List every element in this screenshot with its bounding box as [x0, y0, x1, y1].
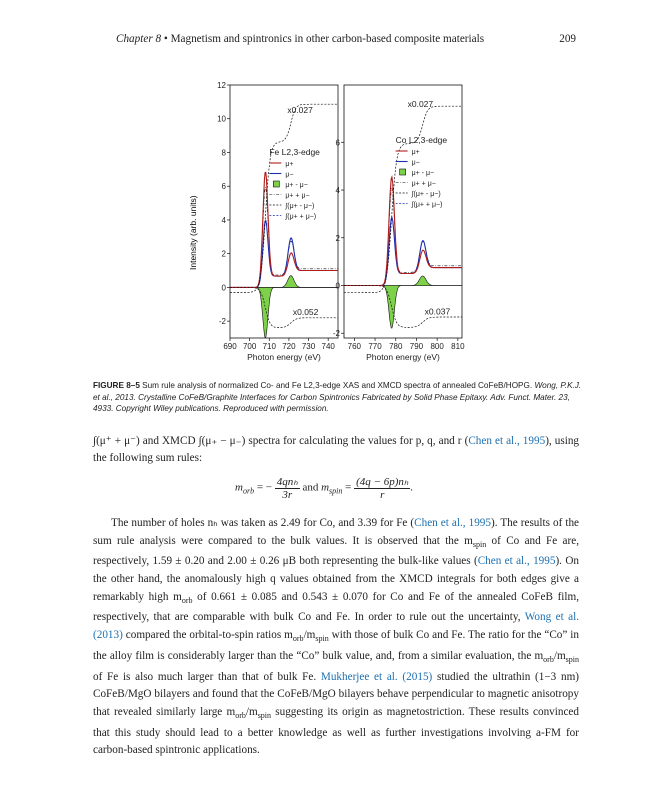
legend-label: μ+ + μ−	[285, 192, 310, 200]
y-tick-label: 10	[217, 114, 226, 124]
xmcd-difference-area	[344, 276, 462, 328]
mu-plus-curve	[344, 177, 462, 285]
eq-den2: r	[380, 489, 385, 501]
mu-minus-curve	[344, 217, 462, 285]
y-tick-label: 6	[221, 182, 226, 192]
citation-link[interactable]: Chen et al., 1995	[414, 517, 491, 529]
fe-panel	[217, 81, 338, 362]
x-tick-label: 730	[301, 342, 316, 351]
edge-label: Co L2,3-edge	[395, 135, 448, 145]
p2-sub: spin	[565, 655, 579, 665]
header-bullet: •	[163, 33, 168, 45]
legend-label: μ−	[411, 159, 420, 167]
caption-text: Sum rule analysis of normalized Co- and Fe L2,3-edge XAS and XMCD spectra of annealed CoFeB/HOPG.	[142, 381, 533, 390]
x-tick-label: 790	[409, 342, 424, 351]
sum-curve	[344, 188, 462, 285]
citation-link[interactable]: Wong et al. (2013)	[93, 611, 579, 642]
legend-label: μ+ - μ−	[285, 182, 308, 189]
p2-s6b: /m	[303, 629, 316, 642]
eq-m-spin: m	[321, 481, 330, 494]
figure-8-5	[190, 75, 470, 375]
citation-link[interactable]: Chen et al., 1995	[468, 435, 546, 447]
page-number: 209	[559, 33, 576, 45]
x-tick-label: 720	[282, 342, 296, 351]
plot-frame	[344, 85, 462, 338]
xmcd-difference-area	[230, 276, 338, 338]
p2-s9: studied the ultrathin (1−3 nm) CoFeB/MgO bilayers and found that the CoFeB/MgO bilayers behave perpendicular to magnetic anisotropy that revealed similarly large m	[93, 670, 579, 718]
paragraph-2	[93, 515, 579, 760]
x-axis-label: Photon energy (eV)	[247, 352, 321, 362]
mu-plus-curve	[230, 172, 338, 287]
p2-s9b: /m	[245, 705, 258, 718]
eq-sub-spin: spin	[329, 486, 343, 496]
p2-s2: ). The results of the sum rule analysis were compared to the bulk values. It is observed that the m	[93, 517, 580, 547]
mu-minus-curve	[230, 221, 338, 288]
legend-label: μ−	[285, 171, 294, 179]
para1-text-a: ∫(μ⁺ + μ⁻) and XMCD ∫(μ₊ − μ₋) spectra for calculating the values for p, q, and r (	[93, 435, 469, 447]
legend-label: ∫(μ+ + μ−)	[411, 201, 443, 209]
p2-s7: with those of bulk Co and Fe. The ratio for the “Co” in the alloy film is considerably larger than the “Co” bulk value, and, from a similar evaluation, the m	[93, 629, 579, 662]
x-tick-label: 800	[430, 342, 444, 351]
y-tick-label: 4	[335, 186, 340, 196]
caption-citation: Wong, P.K.J. et al., 2013. Crystalline CoFeB/Graphite Interfaces for Carbon Spintronics Fabricated by Solid Phase Epitaxy. Adv. Funct. Mater. 23, 4933. Copyright Wiley publications. Reproduced with permission.	[93, 381, 582, 413]
para1-text-b: ), using the following sum rules:	[93, 435, 579, 464]
p2-s7b: /m	[553, 649, 566, 662]
integral-sum-curve	[230, 104, 338, 292]
eq-m-orb: m	[235, 481, 243, 494]
paragraph-1	[93, 433, 579, 467]
legend-swatch	[400, 169, 406, 175]
p2-sub: spin	[257, 711, 272, 721]
figure-caption	[93, 380, 583, 415]
legend-label: μ+	[285, 161, 294, 168]
chapter-label: Chapter 8	[116, 33, 162, 45]
legend-label: μ+	[411, 149, 420, 156]
p2-s1: The number of holes nₕ was taken as 2.49 for Co, and 3.39 for Fe (	[111, 517, 415, 529]
p2-sub: orb	[235, 711, 246, 721]
edge-label: Fe L2,3-edge	[269, 147, 320, 157]
y-axis-label: Intensity (arb. units)	[188, 195, 198, 270]
eq-op1: = −	[256, 481, 272, 494]
p2-s6: compared the orbital-to-spin ratios m	[122, 629, 293, 642]
eq-sub-orb: orb	[242, 486, 255, 496]
eq-end: .	[410, 481, 414, 494]
eq-num1: 4qnₕ	[276, 476, 298, 488]
legend-label: ∫(μ+ - μ−)	[411, 191, 441, 198]
legend-label: ∫(μ+ + μ−)	[285, 213, 317, 221]
x-tick-label: 690	[223, 342, 237, 351]
x-tick-label: 760	[347, 342, 362, 351]
x-tick-label: 770	[368, 342, 382, 351]
scale-bottom-label: x0.052	[292, 307, 319, 318]
plot-frame	[230, 85, 338, 338]
co-panel	[333, 85, 465, 362]
scale-top-label: x0.027	[287, 105, 313, 116]
integral-difference-curve	[230, 287, 338, 327]
caption-label: FIGURE 8–5	[93, 381, 140, 390]
p2-s4: ). On the other hand, the anomalously high q values obtained from the XMCD integrals for both edges give a remarkably high m	[93, 555, 579, 603]
p2-s3: of Co and Fe are, respectively, 1.59 ± 0.20 and 2.00 ± 0.26 μB both representing the bulk-like values (	[93, 534, 580, 568]
eq-num2: (4q − 6p)nₕ	[356, 476, 409, 488]
scale-bottom-label: x0.037	[424, 306, 451, 317]
x-tick-label: 780	[389, 342, 403, 351]
eq-op2: =	[345, 481, 352, 494]
legend-label: ∫(μ+ - μ−)	[285, 203, 315, 210]
x-axis-label: Photon energy (eV)	[366, 352, 440, 362]
p2-s5: of 0.661 ± 0.085 and 0.543 ± 0.070 for Co and Fe of the annealed CoFeB film, respectively, that are comparable with bulk Co and Fe. In order to rule out the uncertainty,	[93, 590, 580, 624]
p2-sub: spin	[472, 539, 487, 549]
eq-and: and	[302, 481, 319, 494]
x-tick-label: 810	[451, 342, 465, 351]
citation-link[interactable]: Chen et al., 1995	[477, 555, 556, 568]
y-tick-label: 6	[335, 138, 340, 148]
y-tick-label: 12	[217, 81, 226, 90]
x-tick-label: 700	[242, 342, 257, 351]
y-tick-label: 8	[221, 148, 226, 158]
y-tick-label: -2	[332, 329, 340, 339]
eq-frac1	[275, 475, 300, 501]
y-tick-label: 2	[221, 249, 226, 259]
p2-s8: of Fe is also much larger than that of bulk Fe.	[93, 670, 321, 683]
legend-label: μ+ + μ−	[411, 180, 436, 188]
x-tick-label: 740	[321, 342, 335, 351]
scale-top-label: x0.027	[407, 99, 434, 110]
y-tick-label: 0	[335, 281, 340, 291]
p2-sub: orb	[543, 655, 554, 665]
chapter-title: Magnetism and spintronics in other carbon-based composite materials	[170, 33, 485, 45]
citation-link[interactable]: Mukherjee et al. (2015)	[320, 670, 433, 683]
running-header	[116, 33, 576, 45]
p2-s10: suggesting its origin as magnetostriction. These results convinced that this study should lead to a better knowledge as well as further investigations involving a-FM for carbon-based spintronic applications.	[93, 705, 579, 757]
p2-sub: orb	[292, 634, 304, 644]
eq-den1: 3r	[282, 489, 293, 501]
eq-frac2	[354, 475, 410, 501]
y-tick-label: 0	[221, 283, 226, 293]
y-tick-label: -2	[218, 317, 226, 327]
p2-sub: spin	[315, 634, 329, 644]
legend-swatch	[273, 181, 279, 187]
p2-sub: orb	[181, 595, 193, 605]
y-tick-label: 2	[335, 233, 340, 243]
sum-rule-equation	[235, 475, 413, 501]
legend-label: μ+ - μ−	[411, 170, 435, 177]
y-tick-label: 4	[221, 215, 226, 225]
x-tick-label: 710	[262, 342, 276, 351]
